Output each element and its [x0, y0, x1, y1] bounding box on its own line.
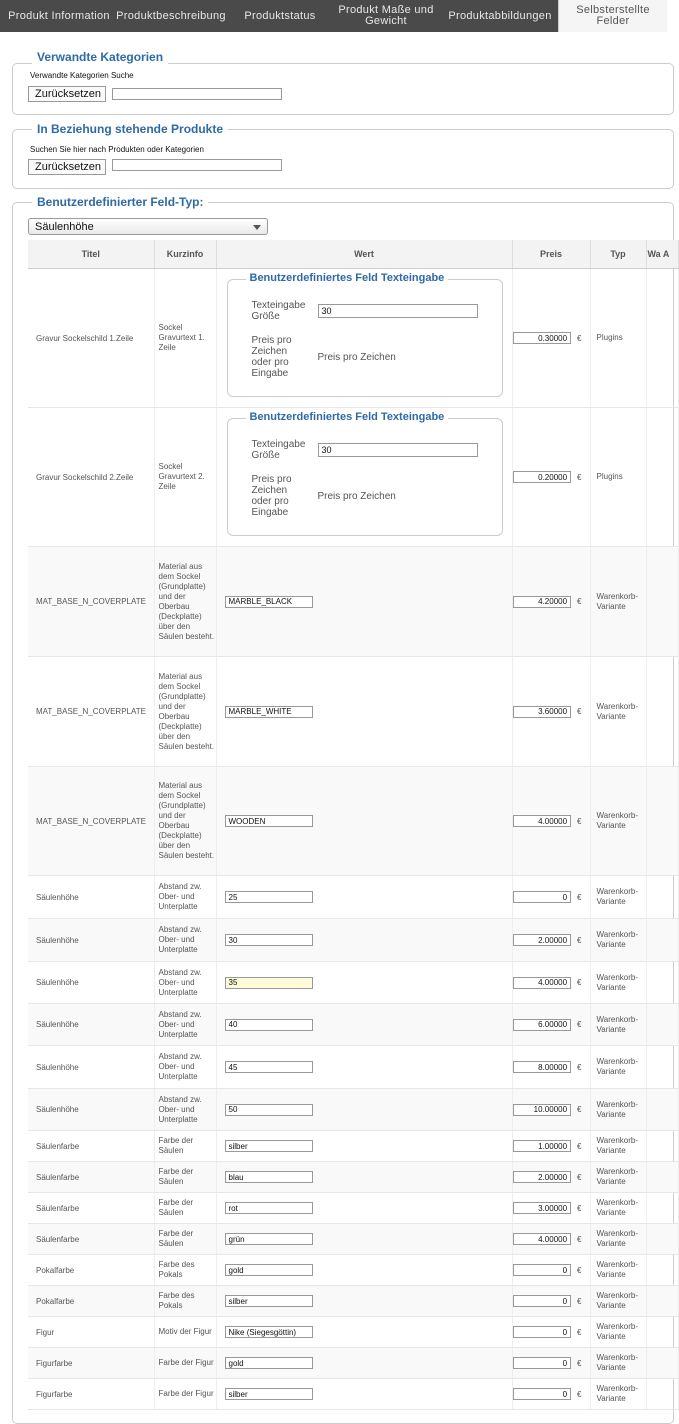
row-typ: Warenkorb-Variante: [590, 1193, 646, 1224]
row-preis: [512, 962, 590, 1004]
currency-symbol: €: [577, 1265, 582, 1275]
price-wrap: [513, 1019, 590, 1031]
price-input[interactable]: 0: [513, 1388, 572, 1400]
row-kurzinfo: Abstand zw. Ober- und Unterplatte: [154, 876, 216, 919]
price-input[interactable]: 4.00000: [513, 815, 572, 827]
currency-symbol: €: [577, 1203, 582, 1213]
currency-symbol: €: [577, 472, 582, 482]
price-input[interactable]: 0.30000: [513, 332, 572, 344]
row-wert: [216, 1348, 512, 1379]
price-wrap: [513, 1140, 590, 1152]
row-titel: Säulenhöhe: [28, 962, 154, 1004]
row-kurzinfo: Material aus dem Sockel (Grundplatte) und der Oberbau (Deckplatte) über den Säulen besteht.: [154, 767, 216, 876]
row-titel: Säulenhöhe: [28, 919, 154, 962]
row-typ: Plugins: [590, 269, 646, 408]
row-extra: [646, 876, 678, 919]
row-typ: Warenkorb-Variante: [590, 919, 646, 962]
price-wrap: [513, 1233, 590, 1245]
table-row: [28, 919, 678, 962]
row-extra: [646, 1317, 678, 1348]
row-titel: Gravur Sockelschild 1.Zeile: [28, 269, 154, 408]
column-header-preis: Preis: [512, 240, 590, 269]
row-wert: [216, 876, 512, 919]
related-products-search-input[interactable]: [112, 159, 282, 171]
value-input[interactable]: MARBLE_BLACK: [225, 596, 313, 608]
value-input[interactable]: 30: [225, 934, 313, 946]
table-row: [28, 1224, 678, 1255]
row-kurzinfo: Abstand zw. Ober- und Unterplatte: [154, 1089, 216, 1131]
row-typ: Warenkorb-Variante: [590, 962, 646, 1004]
value-input[interactable]: silber: [225, 1140, 313, 1152]
row-preis: [512, 1131, 590, 1162]
price-input[interactable]: 1.00000: [513, 1140, 572, 1152]
price-wrap: [513, 1388, 590, 1400]
table-row: [28, 1193, 678, 1224]
row-wert: [216, 1131, 512, 1162]
row-extra: [646, 767, 678, 876]
table-row: [28, 1089, 678, 1131]
table-row: [28, 962, 678, 1004]
row-preis: [512, 1317, 590, 1348]
value-input[interactable]: rot: [225, 1202, 313, 1214]
row-kurzinfo: Motiv der Figur: [154, 1317, 216, 1348]
row-titel: Säulenhöhe: [28, 876, 154, 919]
row-extra: [646, 1193, 678, 1224]
price-input[interactable]: 0.20000: [513, 471, 572, 483]
price-wrap: [513, 815, 590, 827]
row-typ: Warenkorb-Variante: [590, 767, 646, 876]
value-input[interactable]: Nike (Siegesgöttin): [225, 1326, 313, 1338]
column-header-extra: Wa A: [646, 240, 678, 269]
row-titel: Figur: [28, 1317, 154, 1348]
row-wert: [216, 1286, 512, 1317]
row-extra: [646, 408, 678, 547]
value-input[interactable]: 45: [225, 1061, 313, 1073]
table-row: [28, 547, 678, 657]
price-input[interactable]: 4.00000: [513, 977, 572, 989]
price-wrap: [513, 934, 590, 946]
price-input[interactable]: 4.20000: [513, 596, 572, 608]
row-wert: [216, 547, 512, 657]
currency-symbol: €: [577, 935, 582, 945]
column-header-wert: Wert: [216, 240, 512, 269]
column-header-kurzinfo: Kurzinfo: [154, 240, 216, 269]
row-titel: Säulenhöhe: [28, 1004, 154, 1046]
currency-symbol: €: [577, 1389, 582, 1399]
row-titel: Figurfarbe: [28, 1379, 154, 1410]
row-extra: [646, 1348, 678, 1379]
row-typ: Warenkorb-Variante: [590, 1348, 646, 1379]
row-typ: Warenkorb-Variante: [590, 1286, 646, 1317]
value-input[interactable]: gold: [225, 1357, 313, 1369]
currency-symbol: €: [577, 1062, 582, 1072]
row-titel: Säulenfarbe: [28, 1224, 154, 1255]
row-extra: [646, 657, 678, 767]
currency-symbol: €: [577, 1327, 582, 1337]
row-preis: [512, 1224, 590, 1255]
currency-symbol: €: [577, 816, 582, 826]
price-wrap: [513, 706, 590, 718]
row-kurzinfo: Farbe des Pokals: [154, 1286, 216, 1317]
table-row: [28, 1162, 678, 1193]
price-input[interactable]: 0: [513, 1264, 572, 1276]
related-products-legend: In Beziehung stehende Produkte: [32, 122, 228, 136]
related-categories-search-label: Verwandte Kategorien Suche: [30, 71, 134, 80]
row-typ: Warenkorb-Variante: [590, 1004, 646, 1046]
value-input[interactable]: silber: [225, 1388, 313, 1400]
row-wert: [216, 1089, 512, 1131]
row-wert: [216, 1162, 512, 1193]
row-extra: [646, 547, 678, 657]
row-preis: [512, 919, 590, 962]
row-titel: Säulenhöhe: [28, 1046, 154, 1089]
row-extra: [646, 1131, 678, 1162]
currency-symbol: €: [577, 597, 582, 606]
row-kurzinfo: Sockel Gravurtext 2. Zeile: [154, 408, 216, 547]
row-kurzinfo: Farbe der Säulen: [154, 1224, 216, 1255]
price-wrap: [513, 1264, 590, 1276]
price-input[interactable]: 0: [513, 1295, 572, 1307]
row-kurzinfo: Farbe der Säulen: [154, 1162, 216, 1193]
currency-symbol: €: [577, 1172, 582, 1182]
row-preis: [512, 1193, 590, 1224]
price-input[interactable]: 0: [513, 1357, 572, 1369]
row-typ: Warenkorb-Variante: [590, 547, 646, 657]
row-wert: [216, 1193, 512, 1224]
row-wert: [216, 657, 512, 767]
row-extra: [646, 1286, 678, 1317]
row-kurzinfo: Farbe der Säulen: [154, 1193, 216, 1224]
custom-fields-legend: Benutzerdefinierter Feld-Typ:: [32, 195, 208, 209]
value-input[interactable]: 50: [225, 1104, 313, 1116]
currency-symbol: €: [577, 1296, 582, 1306]
price-wrap: [513, 1295, 590, 1307]
row-typ: Warenkorb-Variante: [590, 1131, 646, 1162]
row-kurzinfo: Material aus dem Sockel (Grundplatte) und der Oberbau (Deckplatte) über den Säulen besteht.: [154, 657, 216, 767]
text-input-plugin-box: [227, 411, 503, 536]
custom-fields-table: [28, 240, 679, 1410]
row-wert: [216, 1255, 512, 1286]
related-categories-search-input[interactable]: [112, 88, 282, 100]
related-categories-legend: Verwandte Kategorien: [32, 50, 168, 64]
row-kurzinfo: Farbe der Figur: [154, 1379, 216, 1410]
text-size-input[interactable]: 30: [318, 304, 478, 318]
related-products-search-label: Suchen Sie hier nach Produkten oder Kategorien: [30, 145, 204, 154]
row-typ: Warenkorb-Variante: [590, 1379, 646, 1410]
row-preis: [512, 1286, 590, 1317]
value-input[interactable]: silber: [225, 1295, 313, 1307]
plugin-box-legend: Benutzerdefiniertes Feld Texteingabe: [246, 272, 449, 284]
row-typ: Warenkorb-Variante: [590, 876, 646, 919]
row-extra: [646, 1162, 678, 1193]
row-wert: [216, 1004, 512, 1046]
row-extra: [646, 1046, 678, 1089]
price-mode-value[interactable]: Preis pro Zeichen: [317, 491, 396, 502]
price-wrap: [513, 1171, 590, 1183]
table-row: [28, 767, 678, 876]
price-input[interactable]: 0: [513, 891, 572, 903]
price-input[interactable]: 4.00000: [513, 1233, 572, 1245]
row-preis: [512, 1089, 590, 1131]
tab-produktbeschreibung[interactable]: Produktbeschreibung: [116, 9, 226, 22]
price-mode-value[interactable]: Preis pro Zeichen: [317, 352, 396, 363]
currency-symbol: €: [577, 978, 582, 987]
table-row: [28, 1286, 678, 1317]
row-preis: [512, 1162, 590, 1193]
price-mode-label: Preis pro Zeichen oder pro Eingabe: [251, 474, 292, 518]
price-wrap: [513, 1061, 590, 1073]
row-preis: [512, 408, 590, 547]
row-typ: Plugins: [590, 408, 646, 547]
row-wert: [216, 962, 512, 1004]
table-row: [28, 657, 678, 767]
row-titel: Gravur Sockelschild 2.Zeile: [28, 408, 154, 547]
price-input[interactable]: 3.60000: [513, 706, 572, 718]
row-titel: Säulenfarbe: [28, 1193, 154, 1224]
row-kurzinfo: Farbe der Figur: [154, 1348, 216, 1379]
field-type-selected: Säulenhöhe: [35, 220, 94, 233]
row-extra: [646, 1379, 678, 1410]
row-typ: Warenkorb-Variante: [590, 1255, 646, 1286]
row-kurzinfo: Abstand zw. Ober- und Unterplatte: [154, 919, 216, 962]
row-titel: Säulenhöhe: [28, 1089, 154, 1131]
row-typ: Warenkorb-Variante: [590, 1162, 646, 1193]
row-wert: [216, 1317, 512, 1348]
row-wert: [216, 408, 512, 547]
value-input[interactable]: gold: [225, 1264, 313, 1276]
value-input[interactable]: MARBLE_WHITE: [225, 706, 313, 718]
row-titel: MAT_BASE_N_COVERPLATE: [28, 657, 154, 767]
row-preis: [512, 1348, 590, 1379]
row-titel: MAT_BASE_N_COVERPLATE: [28, 767, 154, 876]
row-titel: Pokalfarbe: [28, 1286, 154, 1317]
row-preis: [512, 767, 590, 876]
row-extra: [646, 1224, 678, 1255]
row-titel: Figurfarbe: [28, 1348, 154, 1379]
field-type-select[interactable]: [28, 218, 268, 235]
price-wrap: [513, 1357, 590, 1369]
currency-symbol: €: [577, 333, 582, 343]
row-typ: Warenkorb-Variante: [590, 1317, 646, 1348]
chevron-down-icon: [253, 225, 261, 230]
row-preis: [512, 657, 590, 767]
row-titel: MAT_BASE_N_COVERPLATE: [28, 547, 154, 657]
row-extra: [646, 1004, 678, 1046]
column-header-titel: Titel: [28, 240, 154, 269]
price-input[interactable]: 2.00000: [513, 1171, 572, 1183]
tab-produktabbildungen[interactable]: Produktabbildungen: [448, 9, 552, 22]
price-input[interactable]: 2.00000: [513, 934, 572, 946]
value-input[interactable]: blau: [225, 1171, 313, 1183]
table-row: [28, 1255, 678, 1286]
row-preis: [512, 876, 590, 919]
value-input[interactable]: 35: [225, 977, 313, 989]
price-input[interactable]: 8.00000: [513, 1061, 572, 1073]
row-kurzinfo: Abstand zw. Ober- und Unterplatte: [154, 1004, 216, 1046]
row-extra: [646, 1089, 678, 1131]
price-wrap: [513, 332, 590, 344]
row-extra: [646, 1255, 678, 1286]
row-kurzinfo: Farbe der Säulen: [154, 1131, 216, 1162]
row-kurzinfo: Farbe des Pokals: [154, 1255, 216, 1286]
row-typ: Warenkorb-Variante: [590, 1046, 646, 1089]
table-row: [28, 1379, 678, 1410]
price-wrap: [513, 1326, 590, 1338]
currency-symbol: €: [577, 1141, 582, 1151]
row-preis: [512, 547, 590, 657]
table-row: [28, 876, 678, 919]
row-typ: Warenkorb-Variante: [590, 657, 646, 767]
row-titel: Säulenfarbe: [28, 1162, 154, 1193]
price-wrap: [513, 1202, 590, 1214]
price-wrap: [513, 471, 590, 483]
text-size-label: Texteingabe Größe: [251, 439, 306, 461]
row-titel: Säulenfarbe: [28, 1131, 154, 1162]
price-input[interactable]: 0: [513, 1326, 572, 1338]
text-size-input[interactable]: 30: [318, 443, 478, 457]
price-wrap: [513, 1104, 590, 1116]
tab-produkt-masse-gewicht[interactable]: Produkt Maße und Gewicht: [338, 4, 434, 27]
row-kurzinfo: Abstand zw. Ober- und Unterplatte: [154, 962, 216, 1004]
related-products-reset-button[interactable]: Zurücksetzen: [28, 159, 106, 175]
row-extra: [646, 962, 678, 1004]
row-preis: [512, 1379, 590, 1410]
row-wert: [216, 1224, 512, 1255]
row-preis: [512, 269, 590, 408]
table-row: [28, 408, 678, 547]
row-preis: [512, 1255, 590, 1286]
row-wert: [216, 269, 512, 408]
related-categories-reset-button[interactable]: Zurücksetzen: [28, 86, 106, 102]
tab-bar: [0, 0, 666, 32]
row-wert: [216, 1046, 512, 1089]
currency-symbol: €: [577, 707, 582, 716]
value-input[interactable]: WOODEN: [225, 815, 313, 827]
row-titel: Pokalfarbe: [28, 1255, 154, 1286]
value-input[interactable]: 25: [225, 891, 313, 903]
currency-symbol: €: [577, 892, 582, 902]
price-wrap: [513, 977, 590, 989]
price-mode-label: Preis pro Zeichen oder pro Eingabe: [251, 335, 292, 379]
row-extra: [646, 269, 678, 408]
table-row: [28, 269, 678, 408]
text-size-label: Texteingabe Größe: [251, 300, 306, 322]
table-row: [28, 1046, 678, 1089]
row-preis: [512, 1046, 590, 1089]
row-kurzinfo: Abstand zw. Ober- und Unterplatte: [154, 1046, 216, 1089]
row-preis: [512, 1004, 590, 1046]
table-row: [28, 1131, 678, 1162]
row-wert: [216, 919, 512, 962]
table-row: [28, 1004, 678, 1046]
column-header-typ: Typ: [590, 240, 646, 269]
currency-symbol: €: [577, 1358, 582, 1368]
text-input-plugin-box: [227, 272, 503, 397]
row-extra: [646, 919, 678, 962]
row-wert: [216, 767, 512, 876]
tab-selbsterstellte-felder[interactable]: Selbsterstellte Felder: [558, 0, 667, 32]
currency-symbol: €: [577, 1020, 582, 1029]
currency-symbol: €: [577, 1234, 582, 1244]
row-wert: [216, 1379, 512, 1410]
value-input[interactable]: grün: [225, 1233, 313, 1245]
plugin-box-legend: Benutzerdefiniertes Feld Texteingabe: [246, 411, 449, 423]
price-input[interactable]: 10.00000: [513, 1104, 572, 1116]
price-wrap: [513, 891, 590, 903]
value-input[interactable]: 40: [225, 1019, 313, 1031]
tab-produkt-information[interactable]: Produkt Information: [8, 9, 110, 22]
row-kurzinfo: Sockel Gravurtext 1. Zeile: [154, 269, 216, 408]
row-kurzinfo: Material aus dem Sockel (Grundplatte) und der Oberbau (Deckplatte) über den Säulen besteht.: [154, 547, 216, 657]
currency-symbol: €: [577, 1105, 582, 1114]
price-input[interactable]: 3.00000: [513, 1202, 572, 1214]
row-typ: Warenkorb-Variante: [590, 1224, 646, 1255]
price-wrap: [513, 596, 590, 608]
table-row: [28, 1317, 678, 1348]
price-input[interactable]: 6.00000: [513, 1019, 572, 1031]
row-typ: Warenkorb-Variante: [590, 1089, 646, 1131]
table-row: [28, 1348, 678, 1379]
tab-produktstatus[interactable]: Produktstatus: [244, 9, 316, 22]
